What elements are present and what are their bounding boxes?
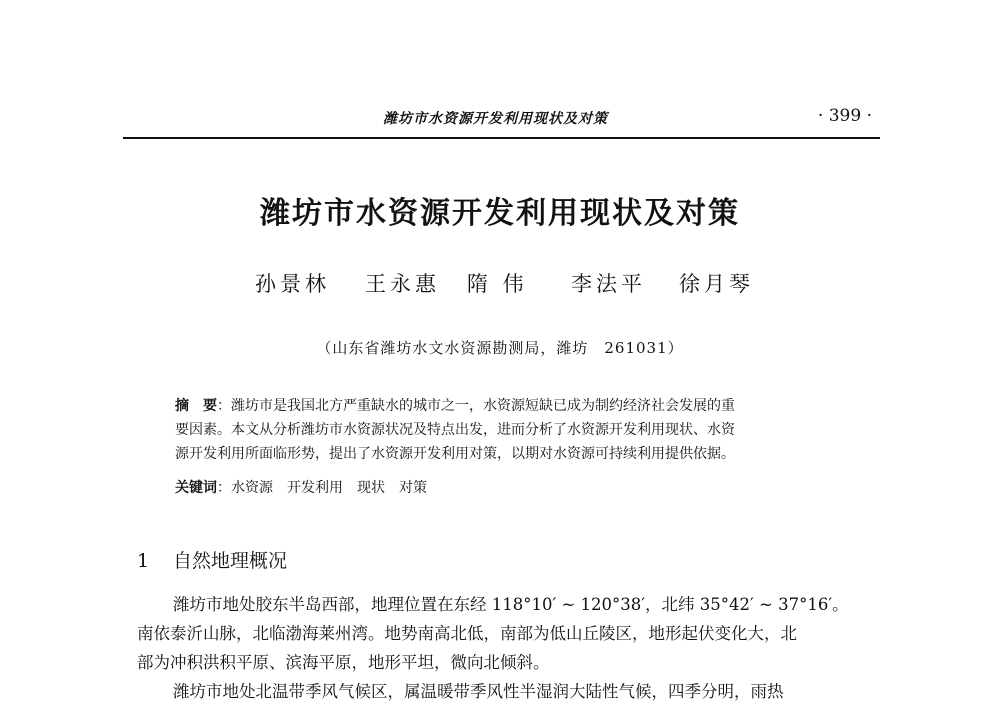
affiliation: （山东省潍坊水文水资源勘测局，潍坊 261031） — [316, 339, 684, 357]
abstract-text: ：潍坊市是我国北方严重缺水的城市之一，水资源短缺已成为制约经济社会发展的重 — [217, 398, 735, 414]
abstract-text: 要因素。本文从分析潍坊市水资源状况及特点出发，进而分析了水资源开发利用现状、水资 — [175, 422, 735, 438]
body-line: 潍坊市地处北温带季风气候区，属温暖带季风性半湿润大陆性气候，四季分明，雨热 — [173, 682, 784, 701]
author-name: 徐月琴 — [679, 272, 754, 296]
keyword: 现状 — [357, 480, 385, 496]
section-number: 1 — [137, 550, 150, 572]
body-line: 潍坊市地处胶东半岛西部，地理位置在东经 118°10′ ~ 120°38′，北纬 35°42′ ~ 37°16′。 — [173, 595, 849, 614]
keywords — [175, 477, 441, 497]
author-name: 李法平 — [571, 272, 646, 296]
keyword: ：水资源 — [217, 480, 273, 496]
running-header-title: 潍坊市水资源开发利用现状及对策 — [383, 111, 608, 127]
body-line: 南依泰沂山脉，北临渤海莱州湾。地势南高北低，南部为低山丘陵区，地形起伏变化大，北 — [137, 624, 797, 643]
abstract-text: 源开发利用所面临形势，提出了水资源开发利用对策，以期对水资源可持续利用提供依据。 — [175, 446, 735, 462]
keywords-label: 关键词 — [175, 480, 217, 496]
keyword: 开发利用 — [287, 480, 343, 496]
section-title: 自然地理概况 — [173, 550, 288, 572]
keyword: 对策 — [399, 480, 427, 496]
author-name: 隋 伟 — [467, 272, 528, 296]
author-name: 王永惠 — [365, 272, 440, 296]
paper-title: 潍坊市水资源开发利用现状及对策 — [260, 196, 740, 231]
body-line: 部为冲积洪积平原、滨海平原，地形平坦，微向北倾斜。 — [137, 653, 550, 672]
abstract-label: 摘 要 — [175, 398, 217, 414]
header-divider — [123, 137, 880, 139]
abstract — [175, 394, 845, 466]
abstract-line — [175, 394, 845, 418]
author-name: 孙景林 — [255, 272, 330, 296]
body-text — [137, 590, 883, 706]
running-header — [0, 108, 1000, 132]
author-list — [255, 268, 775, 298]
section-heading — [137, 546, 287, 573]
page-number: · 399 · — [817, 106, 872, 126]
